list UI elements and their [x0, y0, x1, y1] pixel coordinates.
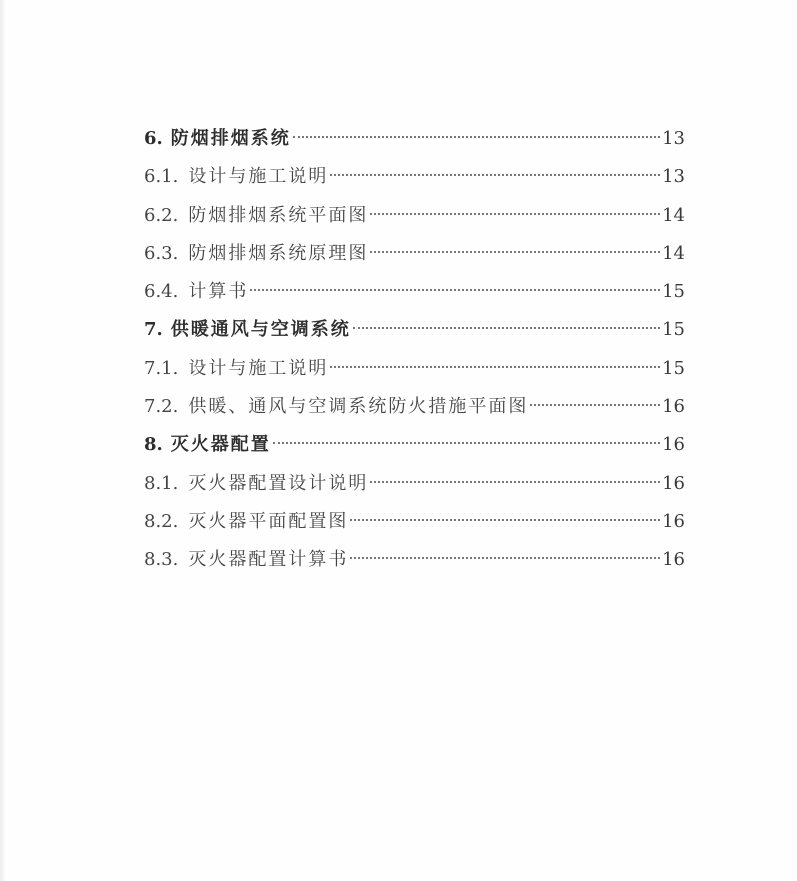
toc-entry-page: 16 [662, 549, 685, 571]
toc-entry-page: 13 [662, 166, 685, 188]
toc-entry-page: 15 [662, 357, 685, 379]
toc-entry-page: 15 [662, 319, 685, 341]
table-of-contents [144, 124, 685, 584]
toc-entry-number: 6.2. [144, 204, 179, 226]
toc-dot-leader [273, 442, 660, 444]
toc-entry-8 [144, 430, 685, 468]
toc-dot-leader [250, 289, 660, 291]
toc-dot-leader [330, 366, 660, 368]
toc-entry-number: 8.3. [144, 549, 179, 571]
toc-entry-page: 14 [662, 242, 685, 264]
toc-entry-title: 计算书 [188, 281, 249, 303]
toc-dot-leader [350, 519, 660, 521]
toc-entry-page: 16 [662, 510, 685, 532]
toc-entry-page: 16 [662, 472, 685, 494]
toc-entry-title: 设计与施工说明 [188, 357, 329, 379]
toc-entry-8-2 [144, 507, 685, 545]
toc-entry-title: 灭火器配置计算书 [188, 549, 349, 571]
toc-entry-7-2 [144, 392, 685, 430]
toc-entry-title: 灭火器平面配置图 [188, 510, 349, 532]
toc-dot-leader [330, 174, 660, 176]
toc-entry-title: 防烟排烟系统原理图 [188, 242, 369, 264]
scan-edge-shadow [0, 0, 6, 881]
toc-entry-number: 6.1. [144, 166, 179, 188]
toc-entry-7-1 [144, 354, 685, 392]
toc-entry-number: 6.3. [144, 242, 179, 264]
toc-entry-8-1 [144, 469, 685, 507]
toc-entry-6-2 [144, 201, 685, 239]
toc-entry-number: 8.1. [144, 472, 179, 494]
toc-dot-leader [370, 251, 660, 253]
toc-entry-title: 供暖、通风与空调系统防火措施平面图 [188, 396, 529, 418]
toc-entry-number: 7. [144, 319, 163, 341]
toc-entry-number: 7.2. [144, 396, 179, 418]
toc-entry-title: 灭火器配置 [170, 434, 271, 456]
toc-entry-title: 灭火器配置设计说明 [188, 472, 369, 494]
toc-entry-7 [144, 315, 685, 353]
toc-entry-page: 13 [662, 128, 685, 149]
toc-entry-title: 防烟排烟系统平面图 [188, 204, 369, 226]
toc-dot-leader [293, 136, 660, 138]
toc-entry-6 [144, 124, 685, 162]
toc-entry-6-4 [144, 277, 685, 315]
toc-entry-number: 6. [144, 128, 163, 149]
toc-dot-leader [350, 557, 660, 559]
toc-entry-number: 8.2. [144, 510, 179, 532]
toc-entry-page: 14 [662, 204, 685, 226]
toc-entry-number: 7.1. [144, 357, 179, 379]
toc-entry-page: 15 [662, 281, 685, 303]
toc-dot-leader [370, 213, 660, 215]
toc-entry-page: 16 [662, 434, 685, 456]
toc-entry-6-1 [144, 162, 685, 200]
toc-entry-title: 供暖通风与空调系统 [170, 319, 351, 341]
toc-entry-8-3 [144, 545, 685, 583]
toc-entry-number: 8. [144, 434, 163, 456]
toc-dot-leader [370, 481, 660, 483]
toc-dot-leader [353, 327, 660, 329]
toc-entry-number: 6.4. [144, 281, 179, 303]
toc-entry-6-3 [144, 239, 685, 277]
toc-entry-title: 设计与施工说明 [188, 166, 329, 188]
toc-entry-title: 防烟排烟系统 [170, 128, 291, 149]
toc-dot-leader [530, 404, 660, 406]
toc-entry-page: 16 [662, 396, 685, 418]
